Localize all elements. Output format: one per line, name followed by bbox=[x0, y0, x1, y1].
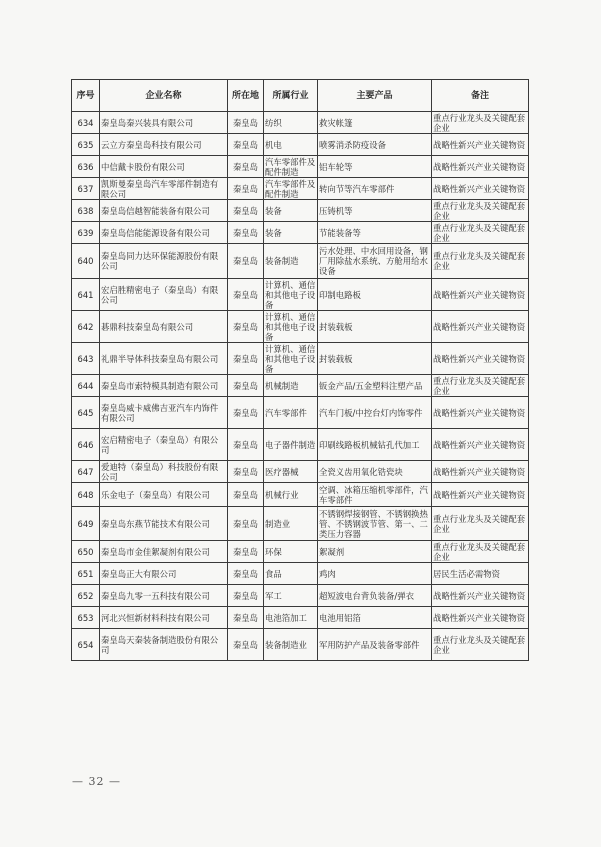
cell-city: 秦皇岛 bbox=[228, 563, 264, 585]
cell-no: 646 bbox=[72, 429, 100, 461]
cell-industry: 汽车零部件及配件制造 bbox=[264, 178, 318, 200]
cell-industry: 医疗器械 bbox=[264, 461, 318, 483]
cell-product: 汽车门板/中控台灯内饰零件 bbox=[318, 397, 432, 429]
cell-product: 封装载板 bbox=[318, 343, 432, 375]
cell-company-name: 云立方秦皇岛科技有限公司 bbox=[100, 134, 228, 156]
cell-no: 652 bbox=[72, 585, 100, 607]
table-row bbox=[72, 585, 529, 607]
cell-product: 超短波电台背负装备/弹衣 bbox=[318, 585, 432, 607]
cell-product: 空调、冰箱压缩机零部件，汽车零部件 bbox=[318, 483, 432, 507]
cell-product: 电池用铝箔 bbox=[318, 607, 432, 629]
page-number: — 32 — bbox=[72, 775, 121, 788]
cell-city: 秦皇岛 bbox=[228, 200, 264, 222]
cell-note: 重点行业龙头及关键配套企业 bbox=[432, 629, 529, 661]
cell-product: 鸡肉 bbox=[318, 563, 432, 585]
cell-city: 秦皇岛 bbox=[228, 629, 264, 661]
cell-product: 絮凝剂 bbox=[318, 541, 432, 563]
cell-product: 全瓷义齿用氧化锆瓷块 bbox=[318, 461, 432, 483]
cell-note: 战略性新兴产业关键物资 bbox=[432, 483, 529, 507]
cell-note: 重点行业龙头及关键配套企业 bbox=[432, 507, 529, 541]
table-row bbox=[72, 429, 529, 461]
cell-city: 秦皇岛 bbox=[228, 112, 264, 134]
table-row bbox=[72, 311, 529, 343]
cell-city: 秦皇岛 bbox=[228, 397, 264, 429]
cell-company-name: 凯斯曼秦皇岛汽车零部件制造有限公司 bbox=[100, 178, 228, 200]
table-row bbox=[72, 483, 529, 507]
cell-product: 节能装备等 bbox=[318, 222, 432, 244]
cell-company-name: 乐金电子（秦皇岛）有限公司 bbox=[100, 483, 228, 507]
cell-city: 秦皇岛 bbox=[228, 461, 264, 483]
header-product: 主要产品 bbox=[318, 80, 432, 112]
cell-company-name: 宏启胜精密电子（秦皇岛）有限公司 bbox=[100, 279, 228, 311]
cell-company-name: 礼鼎半导体科技秦皇岛有限公司 bbox=[100, 343, 228, 375]
cell-note: 战略性新兴产业关键物资 bbox=[432, 585, 529, 607]
cell-note: 居民生活必需物资 bbox=[432, 563, 529, 585]
cell-no: 654 bbox=[72, 629, 100, 661]
cell-company-name: 秦皇岛东燕节能技术有限公司 bbox=[100, 507, 228, 541]
cell-company-name: 河北兴恒新材料科技有限公司 bbox=[100, 607, 228, 629]
cell-product: 污水处理、中水回用设备，钢厂用除盐水系统、方舱用给水设备 bbox=[318, 244, 432, 279]
cell-industry: 纺织 bbox=[264, 112, 318, 134]
cell-product: 封装载板 bbox=[318, 311, 432, 343]
cell-product: 转向节等汽车零部件 bbox=[318, 178, 432, 200]
cell-industry: 机械行业 bbox=[264, 483, 318, 507]
cell-company-name: 秦皇岛信越智能装备有限公司 bbox=[100, 200, 228, 222]
table-row bbox=[72, 222, 529, 244]
cell-note: 战略性新兴产业关键物资 bbox=[432, 397, 529, 429]
table-row bbox=[72, 629, 529, 661]
cell-company-name: 宏启精密电子（秦皇岛）有限公司 bbox=[100, 429, 228, 461]
cell-no: 648 bbox=[72, 483, 100, 507]
header-note: 备注 bbox=[432, 80, 529, 112]
cell-industry: 装备 bbox=[264, 200, 318, 222]
cell-note: 重点行业龙头及关键配套企业 bbox=[432, 541, 529, 563]
table-row bbox=[72, 507, 529, 541]
cell-no: 644 bbox=[72, 375, 100, 397]
cell-city: 秦皇岛 bbox=[228, 541, 264, 563]
header-no: 序号 bbox=[72, 80, 100, 112]
cell-note: 重点行业龙头及关键配套企业 bbox=[432, 244, 529, 279]
cell-note: 战略性新兴产业关键物资 bbox=[432, 156, 529, 178]
cell-company-name: 秦皇岛天秦装备制造股份有限公司 bbox=[100, 629, 228, 661]
table-row bbox=[72, 563, 529, 585]
table-row bbox=[72, 156, 529, 178]
table-row bbox=[72, 375, 529, 397]
cell-city: 秦皇岛 bbox=[228, 507, 264, 541]
cell-city: 秦皇岛 bbox=[228, 343, 264, 375]
cell-industry: 军工 bbox=[264, 585, 318, 607]
cell-company-name: 秦皇岛信能能源设备有限公司 bbox=[100, 222, 228, 244]
cell-company-name: 秦皇岛市索特模具制造有限公司 bbox=[100, 375, 228, 397]
cell-industry: 电子器件制造 bbox=[264, 429, 318, 461]
cell-product: 钣金产品/五金塑料注塑产品 bbox=[318, 375, 432, 397]
cell-industry: 环保 bbox=[264, 541, 318, 563]
cell-no: 635 bbox=[72, 134, 100, 156]
cell-no: 651 bbox=[72, 563, 100, 585]
table-row bbox=[72, 343, 529, 375]
cell-city: 秦皇岛 bbox=[228, 244, 264, 279]
cell-note: 战略性新兴产业关键物资 bbox=[432, 607, 529, 629]
cell-industry: 装备 bbox=[264, 222, 318, 244]
cell-no: 634 bbox=[72, 112, 100, 134]
cell-company-name: 秦皇岛威卡威佛吉亚汽车内饰件有限公司 bbox=[100, 397, 228, 429]
cell-no: 637 bbox=[72, 178, 100, 200]
cell-industry: 装备制造 bbox=[264, 244, 318, 279]
table-body bbox=[72, 112, 529, 661]
cell-industry: 制造业 bbox=[264, 507, 318, 541]
cell-company-name: 中信戴卡股份有限公司 bbox=[100, 156, 228, 178]
cell-note: 重点行业龙头及关键配套企业 bbox=[432, 222, 529, 244]
cell-city: 秦皇岛 bbox=[228, 311, 264, 343]
cell-product: 印制电路板 bbox=[318, 279, 432, 311]
table-row bbox=[72, 397, 529, 429]
table-row bbox=[72, 607, 529, 629]
cell-company-name: 秦皇岛同力达环保能源股份有限公司 bbox=[100, 244, 228, 279]
cell-product: 军用防护产品及装备零部件 bbox=[318, 629, 432, 661]
cell-no: 641 bbox=[72, 279, 100, 311]
cell-no: 642 bbox=[72, 311, 100, 343]
cell-note: 战略性新兴产业关键物资 bbox=[432, 429, 529, 461]
header-city: 所在地 bbox=[228, 80, 264, 112]
cell-industry: 电池箔加工 bbox=[264, 607, 318, 629]
cell-city: 秦皇岛 bbox=[228, 429, 264, 461]
cell-city: 秦皇岛 bbox=[228, 222, 264, 244]
cell-company-name: 秦皇岛市金佳絮凝剂有限公司 bbox=[100, 541, 228, 563]
cell-industry: 计算机、通信和其他电子设备 bbox=[264, 343, 318, 375]
cell-note: 重点行业龙头及关键配套企业 bbox=[432, 375, 529, 397]
cell-city: 秦皇岛 bbox=[228, 178, 264, 200]
table-header-row bbox=[72, 80, 529, 112]
cell-city: 秦皇岛 bbox=[228, 483, 264, 507]
cell-industry: 机械制造 bbox=[264, 375, 318, 397]
enterprise-table bbox=[71, 79, 529, 661]
cell-note: 战略性新兴产业关键物资 bbox=[432, 279, 529, 311]
cell-no: 643 bbox=[72, 343, 100, 375]
cell-city: 秦皇岛 bbox=[228, 156, 264, 178]
table-row bbox=[72, 134, 529, 156]
cell-note: 战略性新兴产业关键物资 bbox=[432, 134, 529, 156]
cell-no: 636 bbox=[72, 156, 100, 178]
cell-note: 战略性新兴产业关键物资 bbox=[432, 178, 529, 200]
cell-product: 不锈钢焊接钢管、不锈钢换热管、不锈钢波节管、第一、二类压力容器 bbox=[318, 507, 432, 541]
header-industry: 所属行业 bbox=[264, 80, 318, 112]
cell-industry: 汽车零部件及配件制造 bbox=[264, 156, 318, 178]
cell-no: 650 bbox=[72, 541, 100, 563]
cell-city: 秦皇岛 bbox=[228, 279, 264, 311]
cell-product: 铝车轮等 bbox=[318, 156, 432, 178]
cell-industry: 计算机、通信和其他电子设备 bbox=[264, 279, 318, 311]
cell-product: 喷雾消杀防疫设备 bbox=[318, 134, 432, 156]
cell-company-name: 秦皇岛九零一五科技有限公司 bbox=[100, 585, 228, 607]
cell-note: 重点行业龙头及关键配套企业 bbox=[432, 112, 529, 134]
cell-industry: 食品 bbox=[264, 563, 318, 585]
cell-industry: 机电 bbox=[264, 134, 318, 156]
cell-no: 653 bbox=[72, 607, 100, 629]
cell-company-name: 秦皇岛正大有限公司 bbox=[100, 563, 228, 585]
cell-no: 639 bbox=[72, 222, 100, 244]
cell-note: 战略性新兴产业关键物资 bbox=[432, 343, 529, 375]
cell-note: 战略性新兴产业关键物资 bbox=[432, 311, 529, 343]
cell-company-name: 秦皇岛秦兴装具有限公司 bbox=[100, 112, 228, 134]
cell-city: 秦皇岛 bbox=[228, 607, 264, 629]
cell-industry: 装备制造业 bbox=[264, 629, 318, 661]
cell-company-name: 碁鼎科技秦皇岛有限公司 bbox=[100, 311, 228, 343]
cell-product: 救灾帐篷 bbox=[318, 112, 432, 134]
cell-industry: 汽车零部件 bbox=[264, 397, 318, 429]
cell-product: 印刷线路板机械钻孔代加工 bbox=[318, 429, 432, 461]
table-row bbox=[72, 541, 529, 563]
cell-no: 645 bbox=[72, 397, 100, 429]
table-row bbox=[72, 200, 529, 222]
cell-city: 秦皇岛 bbox=[228, 375, 264, 397]
table-row bbox=[72, 244, 529, 279]
cell-city: 秦皇岛 bbox=[228, 585, 264, 607]
table-row bbox=[72, 279, 529, 311]
cell-no: 640 bbox=[72, 244, 100, 279]
header-name: 企业名称 bbox=[100, 80, 228, 112]
cell-note: 战略性新兴产业关键物资 bbox=[432, 461, 529, 483]
cell-no: 649 bbox=[72, 507, 100, 541]
table-row bbox=[72, 461, 529, 483]
cell-company-name: 爱迪特（秦皇岛）科技股份有限公司 bbox=[100, 461, 228, 483]
table-row bbox=[72, 178, 529, 200]
table-row bbox=[72, 112, 529, 134]
cell-no: 638 bbox=[72, 200, 100, 222]
cell-note: 重点行业龙头及关键配套企业 bbox=[432, 200, 529, 222]
cell-industry: 计算机、通信和其他电子设备 bbox=[264, 311, 318, 343]
cell-city: 秦皇岛 bbox=[228, 134, 264, 156]
cell-product: 压铸机等 bbox=[318, 200, 432, 222]
cell-no: 647 bbox=[72, 461, 100, 483]
